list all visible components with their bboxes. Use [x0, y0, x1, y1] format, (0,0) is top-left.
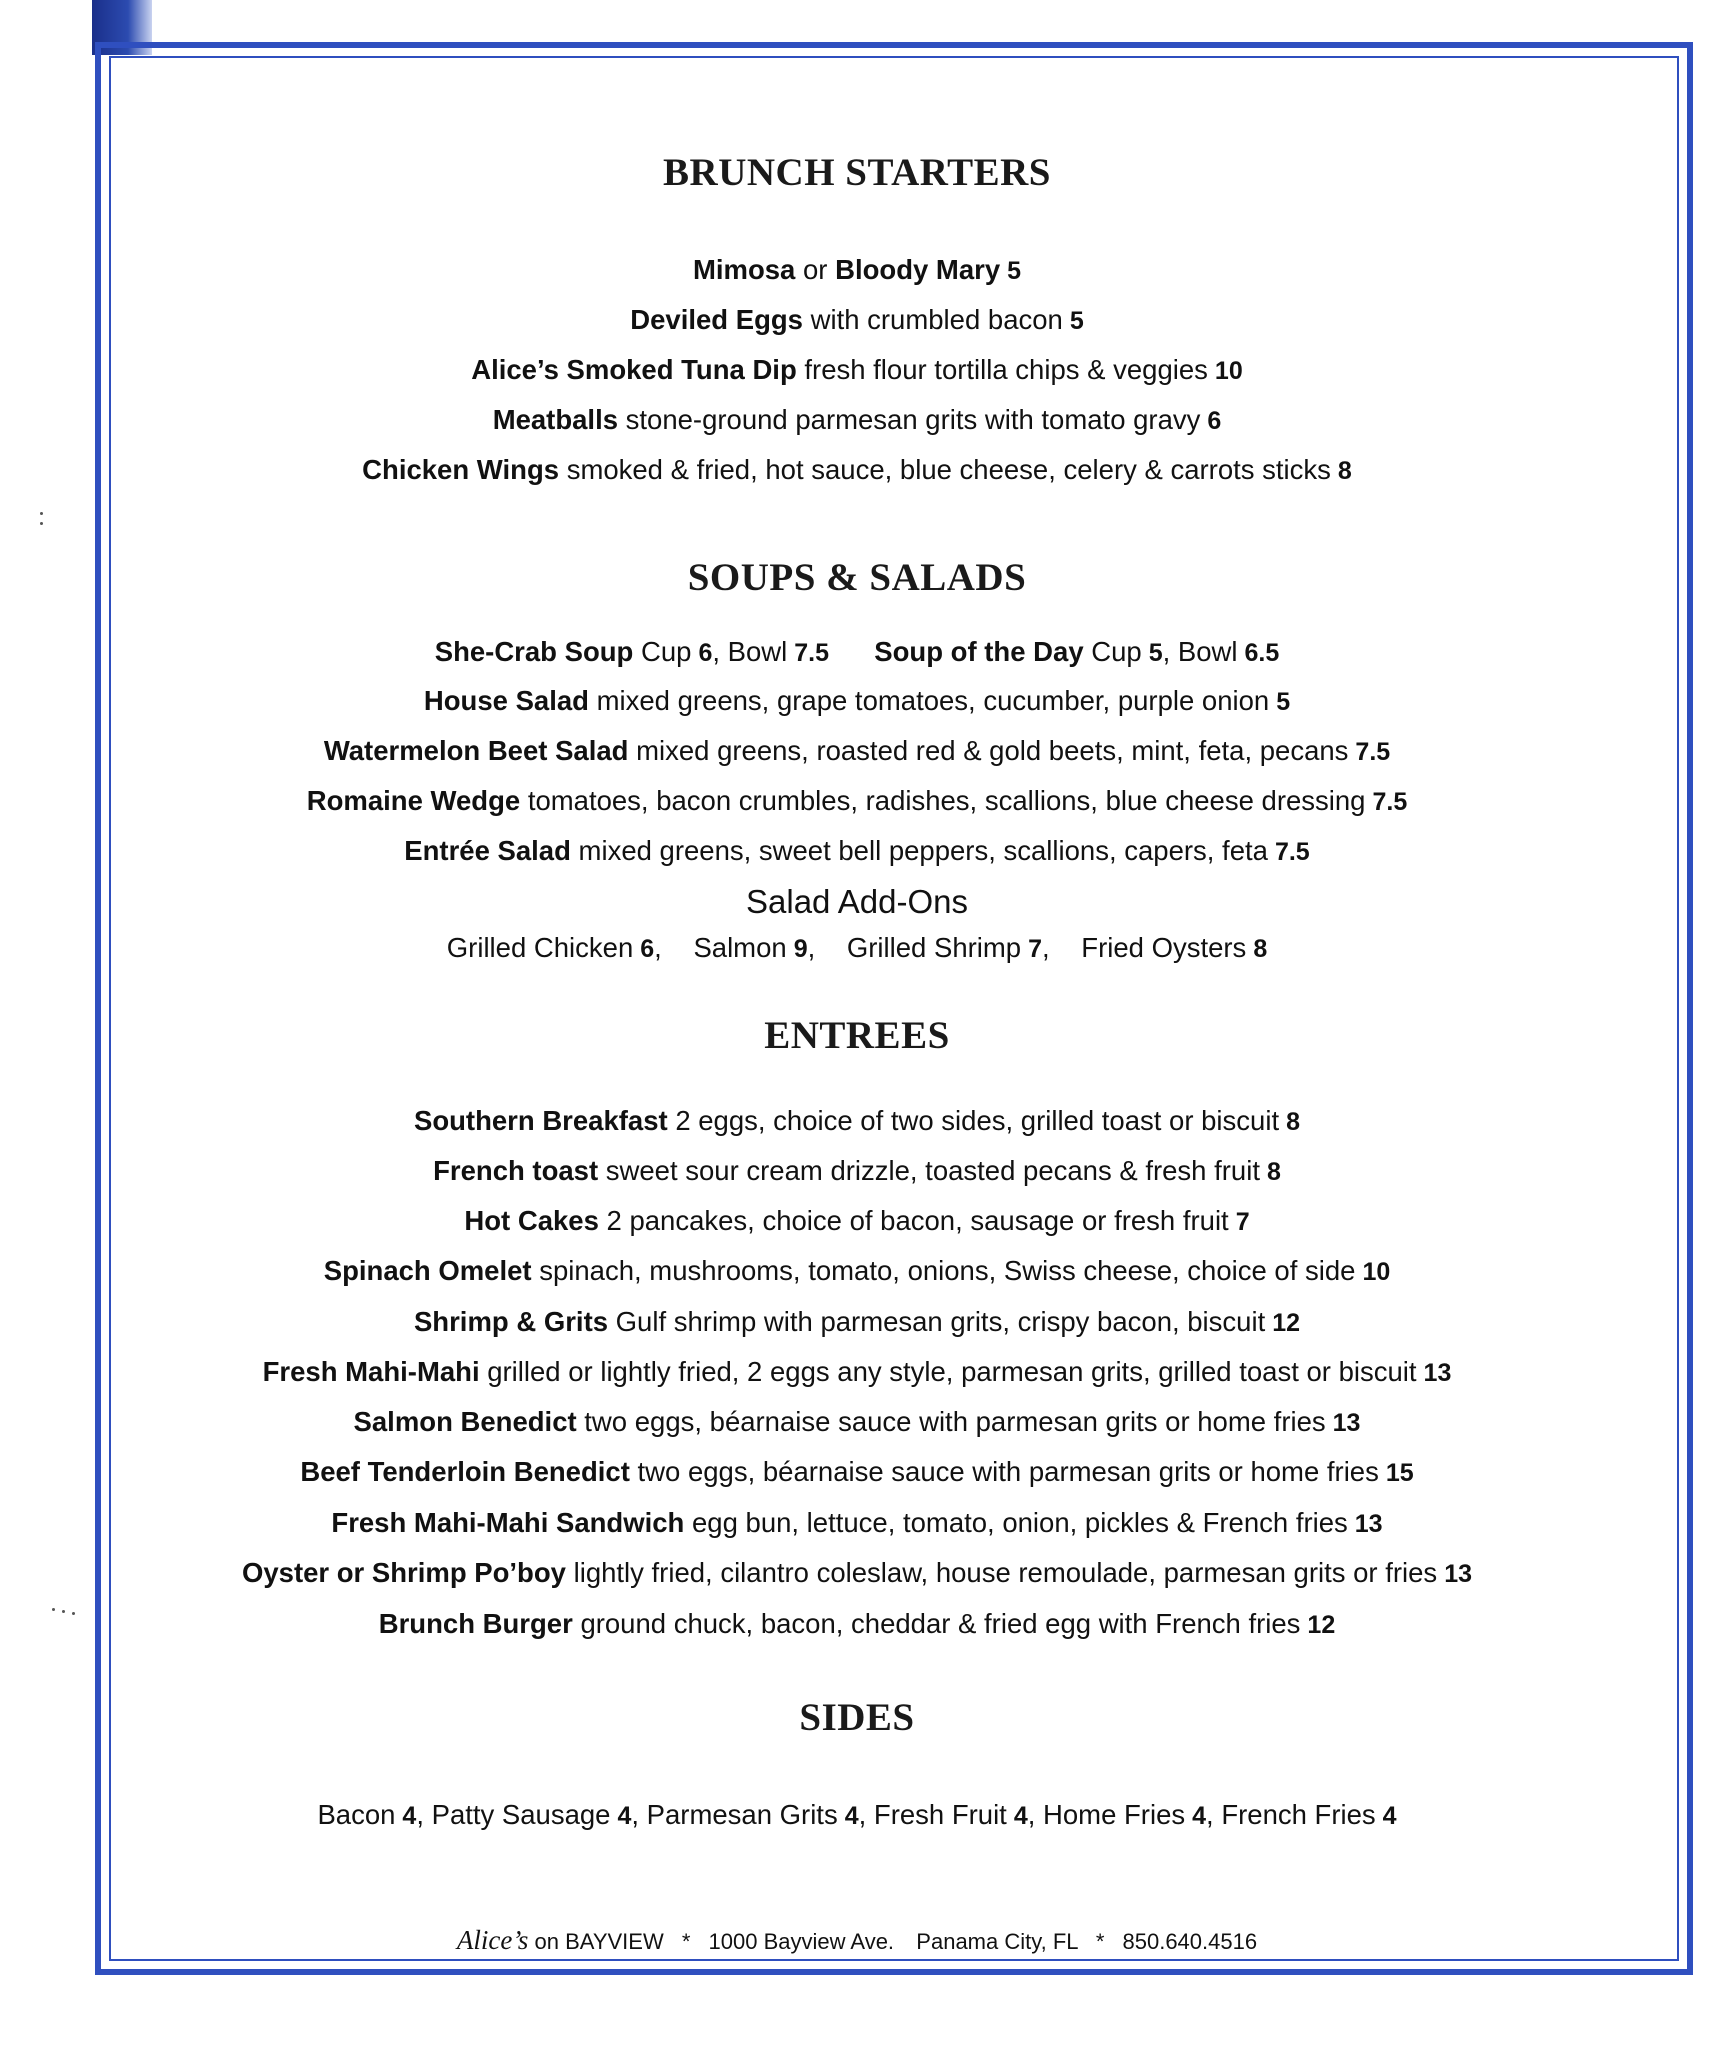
separator-star: *: [1095, 1929, 1105, 1954]
item-name: French toast: [433, 1155, 599, 1186]
item-size: , Bowl: [712, 636, 788, 667]
footer-address: [0, 1925, 1714, 1956]
item-price: 10: [1362, 1258, 1391, 1286]
item-price: 12: [1272, 1309, 1301, 1337]
menu-item: [0, 406, 1714, 434]
item-description: lightly fried, cilantro coleslaw, house remoulade, parmesan grits or fries: [573, 1557, 1438, 1588]
side-price: 4: [1013, 1802, 1028, 1830]
side-name: Parmesan Grits: [646, 1799, 838, 1830]
entrees-title: ENTREES: [764, 1014, 950, 1057]
addon-price: 9: [793, 935, 808, 963]
item-price: 15: [1385, 1459, 1414, 1487]
item-description: tomatoes, bacon crumbles, radishes, scallions, blue cheese dressing: [527, 785, 1366, 816]
item-description: two eggs, béarnaise sauce with parmesan grits or home fries: [584, 1406, 1326, 1437]
item-price: 13: [1332, 1409, 1361, 1437]
menu-item: [0, 1610, 1714, 1638]
item-description: spinach, mushrooms, tomato, onions, Swiss cheese, choice of side: [539, 1255, 1356, 1286]
item-price: 7: [1235, 1208, 1250, 1236]
menu-item: [0, 1559, 1714, 1587]
item-name: Fresh Mahi-Mahi: [262, 1356, 480, 1387]
brand-name: on BAYVIEW: [534, 1929, 664, 1954]
item-name: Salmon Benedict: [353, 1406, 577, 1437]
item-description: fresh flour tortilla chips & veggies: [804, 354, 1208, 385]
scan-speck: [40, 522, 43, 525]
item-name: Brunch Burger: [378, 1608, 573, 1639]
item-description: smoked & fried, hot sauce, blue cheese, celery & carrots sticks: [566, 454, 1331, 485]
item-price: 7.5: [1355, 738, 1391, 766]
item-description: sweet sour cream drizzle, toasted pecans & fresh fruit: [605, 1155, 1260, 1186]
menu-item: [0, 787, 1714, 815]
addon-name: Grilled Shrimp: [846, 932, 1022, 963]
item-description: grilled or lightly fried, 2 eggs any style, parmesan grits, grilled toast or biscuit: [487, 1356, 1417, 1387]
item-size: Cup: [641, 636, 692, 667]
separator: ,: [1027, 1799, 1036, 1830]
menu-item: [0, 737, 1714, 765]
menu-item: [0, 1157, 1714, 1185]
salad-addons-title: Salad Add-Ons: [746, 883, 968, 920]
item-description: mixed greens, grape tomatoes, cucumber, purple onion: [596, 685, 1270, 716]
side-price: 4: [1192, 1802, 1207, 1830]
item-price: 5: [1148, 639, 1163, 667]
item-description: two eggs, béarnaise sauce with parmesan grits or home fries: [637, 1456, 1379, 1487]
separator: ,: [1042, 932, 1050, 963]
item-description: mixed greens, roasted red & gold beets, mint, feta, pecans: [636, 735, 1349, 766]
item-connector: or: [795, 254, 836, 285]
item-description: with crumbled bacon: [810, 304, 1063, 335]
item-name: Oyster or Shrimp Po’boy: [241, 1557, 566, 1588]
item-name: Chicken Wings: [362, 454, 560, 485]
item-name: Alice’s Smoked Tuna Dip: [471, 354, 797, 385]
item-name: Mimosa: [692, 254, 796, 285]
item-price: 6.5: [1244, 639, 1280, 667]
addon-name: Fried Oysters: [1081, 932, 1247, 963]
side-name: Fresh Fruit: [873, 1799, 1007, 1830]
item-description: Gulf shrimp with parmesan grits, crispy bacon, biscuit: [615, 1306, 1266, 1337]
item-price: 13: [1423, 1359, 1452, 1387]
item-price: 13: [1354, 1510, 1383, 1538]
item-name: She-Crab Soup: [434, 636, 634, 667]
item-name: Shrimp & Grits: [413, 1306, 609, 1337]
side-name: Patty Sausage: [431, 1799, 611, 1830]
item-name: House Salad: [423, 685, 589, 716]
sides-title: SIDES: [799, 1696, 915, 1739]
item-size: Cup: [1091, 636, 1142, 667]
item-name: Spinach Omelet: [323, 1255, 532, 1286]
item-name: Entrée Salad: [404, 835, 571, 866]
menu-item: [0, 1308, 1714, 1336]
item-name: Watermelon Beet Salad: [323, 735, 629, 766]
menu-inner-border: [109, 56, 1679, 1961]
addon-name: Grilled Chicken: [446, 932, 634, 963]
item-description: egg bun, lettuce, tomato, onion, pickles & French fries: [692, 1507, 1348, 1538]
item-name: Meatballs: [492, 404, 619, 435]
separator-star: *: [681, 1929, 691, 1954]
item-name: Soup of the Day: [874, 636, 1084, 667]
menu-item: [0, 1509, 1714, 1537]
item-description: ground chuck, bacon, cheddar & fried egg with French fries: [580, 1608, 1301, 1639]
item-name: Southern Breakfast: [413, 1105, 668, 1136]
item-price: 10: [1214, 357, 1243, 385]
brand-script: Alice’s: [456, 1925, 529, 1955]
item-description: mixed greens, sweet bell peppers, scallions, capers, feta: [578, 835, 1268, 866]
side-price: 4: [402, 1802, 417, 1830]
menu-item: [0, 1458, 1714, 1486]
scan-speck: [62, 1610, 65, 1613]
item-name: Bloody Mary: [835, 254, 1001, 285]
item-name: Beef Tenderloin Benedict: [300, 1456, 630, 1487]
scan-speck: [40, 512, 43, 515]
item-price: 6: [698, 639, 713, 667]
menu-item: [0, 1257, 1714, 1285]
street-address: 1000 Bayview Ave.: [708, 1929, 895, 1954]
menu-item: [0, 687, 1714, 715]
item-price: 7.5: [794, 639, 830, 667]
menu-item: [0, 1107, 1714, 1135]
separator: ,: [654, 932, 662, 963]
addon-price: 7: [1028, 935, 1042, 963]
scan-speck: [72, 1612, 75, 1615]
item-price: 5: [1007, 257, 1022, 285]
starters-title: BRUNCH STARTERS: [663, 151, 1051, 194]
item-name: Fresh Mahi-Mahi Sandwich: [331, 1507, 685, 1538]
menu-item: [0, 356, 1714, 384]
item-size: , Bowl: [1162, 636, 1238, 667]
item-description: 2 eggs, choice of two sides, grilled toast or biscuit: [675, 1105, 1280, 1136]
item-price: 8: [1266, 1158, 1281, 1186]
item-name: Romaine Wedge: [306, 785, 521, 816]
item-price: 7.5: [1372, 788, 1408, 816]
separator: ,: [858, 1799, 867, 1830]
phone-number: 850.640.4516: [1122, 1929, 1258, 1954]
city-state: Panama City, FL: [916, 1929, 1078, 1954]
menu-item: [0, 456, 1714, 484]
soups-title: SOUPS & SALADS: [687, 556, 1027, 599]
item-price: 13: [1444, 1560, 1472, 1588]
menu-item: [0, 256, 1714, 284]
scan-speck: [52, 1608, 55, 1611]
side-price: 4: [844, 1802, 859, 1830]
addon-price: 6: [640, 935, 655, 963]
separator: ,: [807, 932, 816, 963]
menu-item: [0, 1207, 1714, 1235]
item-price: 6: [1207, 407, 1222, 435]
salad-addons-list: [0, 934, 1714, 962]
menu-item: [0, 1408, 1714, 1436]
sides-list: [0, 1801, 1714, 1829]
item-price: 5: [1276, 688, 1291, 716]
side-name: Bacon: [317, 1799, 396, 1830]
item-price: 8: [1337, 457, 1352, 485]
item-description: stone-ground parmesan grits with tomato gravy: [625, 404, 1201, 435]
menu-item: [0, 837, 1714, 865]
item-name: Deviled Eggs: [630, 304, 803, 335]
menu-item-soups: [0, 638, 1714, 666]
menu-item: [0, 306, 1714, 334]
item-price: 7.5: [1274, 838, 1310, 866]
side-name: Home Fries: [1043, 1799, 1186, 1830]
item-name: Hot Cakes: [464, 1205, 599, 1236]
separator: ,: [1206, 1799, 1214, 1830]
side-name: French Fries: [1221, 1799, 1376, 1830]
menu-item: [0, 1358, 1714, 1386]
item-price: 8: [1286, 1108, 1300, 1136]
side-price: 4: [617, 1802, 632, 1830]
item-price: 5: [1069, 307, 1084, 335]
item-price: 12: [1307, 1611, 1336, 1639]
addon-name: Salmon: [693, 932, 787, 963]
item-description: 2 pancakes, choice of bacon, sausage or fresh fruit: [606, 1205, 1229, 1236]
addon-price: 8: [1253, 935, 1268, 963]
separator: ,: [631, 1799, 640, 1830]
separator: ,: [416, 1799, 424, 1830]
side-price: 4: [1382, 1802, 1397, 1830]
